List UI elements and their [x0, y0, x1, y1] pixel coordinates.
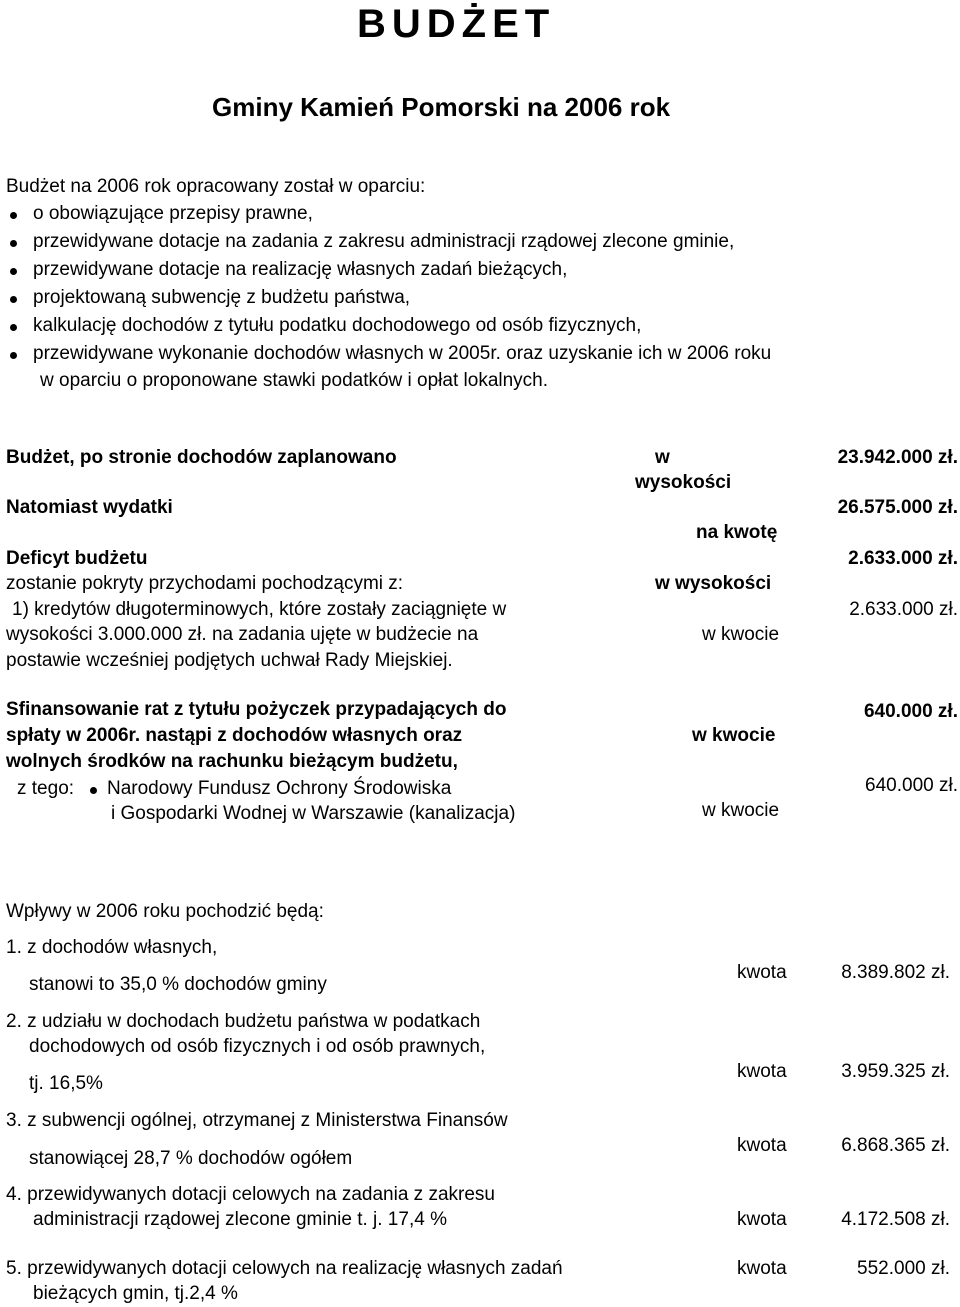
revenue-value: 4.172.508 zł. [841, 1209, 950, 1230]
deficit-label: Deficyt budżetu [6, 548, 148, 569]
revenue-value: 6.868.365 zł. [841, 1135, 950, 1156]
revenue-item-line: bieżących gmin, tj.2,4 % [33, 1283, 238, 1304]
fund-value: 640.000 zł. [865, 775, 958, 796]
credit-line-1: 1) kredytów długoterminowych, które zostały zaciągnięte w [12, 599, 507, 620]
intro-continuation: w oparciu o proponowane stawki podatków i opłat lokalnych. [40, 370, 549, 391]
bullet-icon [10, 296, 17, 303]
revenue-kwota-label: kwota [737, 1135, 787, 1156]
bullet-icon [10, 212, 17, 219]
revenue-value: 3.959.325 zł. [841, 1061, 950, 1082]
expense-mid: na kwotę [696, 522, 778, 543]
deficit-value: 2.633.000 zł. [848, 548, 958, 569]
revenue-item-line: 2. z udziału w dochodach budżetu państwa w podatkach [6, 1011, 481, 1032]
revenue-value: 8.389.802 zł. [841, 962, 950, 983]
repay-line-3: wolnych środków na rachunku bieżącym budżetu, [6, 751, 458, 772]
fund-line-1: Narodowy Fundusz Ochrony Środowiska [107, 778, 452, 799]
cover-label: zostanie pokryty przychodami pochodzącymi z: [6, 573, 404, 594]
income-mid-2: wysokości [635, 472, 732, 493]
revenue-kwota-label: kwota [737, 1258, 787, 1279]
revenue-item-line: dochodowych od osób fizycznych i od osób prawnych, [29, 1036, 486, 1057]
income-label: Budżet, po stronie dochodów zaplanowano [6, 447, 397, 468]
intro-item: o obowiązujące przepisy prawne, [33, 203, 313, 224]
revenue-item-line: 1. z dochodów własnych, [6, 937, 218, 958]
revenue-item-line: administracji rządowej zlecone gminie t. j. 17,4 % [33, 1209, 447, 1230]
revenue-value: 552.000 zł. [857, 1258, 950, 1279]
bullet-icon [90, 787, 97, 794]
fund-line-2: i Gospodarki Wodnej w Warszawie (kanalizacja) [111, 803, 516, 824]
fund-mid: w kwocie [702, 800, 780, 821]
bullet-icon [10, 324, 17, 331]
revenue-item-line: stanowi to 35,0 % dochodów gminy [29, 974, 327, 995]
income-mid: w [655, 447, 670, 468]
revenue-item-line: stanowiącej 28,7 % dochodów ogółem [29, 1148, 353, 1169]
revenue-kwota-label: kwota [737, 1209, 787, 1230]
intro-item: projektowaną subwencję z budżetu państwa, [33, 287, 411, 308]
intro-item: przewidywane dotacje na zadania z zakresu administracji rządowej zlecone gminie, [33, 231, 735, 252]
revenue-item-line: 4. przewidywanych dotacji celowych na zadania z zakresu [6, 1184, 495, 1205]
fund-prefix: z tego: [17, 778, 75, 799]
revenue-kwota-label: kwota [737, 1061, 787, 1082]
revenue-kwota-label: kwota [737, 962, 787, 983]
intro-lead: Budżet na 2006 rok opracowany został w oparciu: [6, 176, 426, 197]
credit-mid: w kwocie [702, 624, 780, 645]
cover-mid: w wysokości [655, 573, 772, 594]
repay-line-1: Sfinansowanie rat z tytułu pożyczek przypadających do [6, 699, 507, 720]
document-subtitle: Gminy Kamień Pomorski na 2006 rok [212, 92, 671, 122]
revenues-heading: Wpływy w 2006 roku pochodzić będą: [6, 901, 324, 922]
bullet-icon [10, 268, 17, 275]
credit-value: 2.633.000 zł. [849, 599, 958, 620]
expense-value: 26.575.000 zł. [837, 497, 958, 518]
document-title: BUDŻET [357, 2, 556, 46]
credit-line-3: postawie wcześniej podjętych uchwał Rady Miejskiej. [6, 650, 453, 671]
repay-line-2: spłaty w 2006r. nastąpi z dochodów własnych oraz [6, 725, 463, 746]
repay-mid: w kwocie [692, 725, 776, 746]
intro-item: kalkulację dochodów z tytułu podatku dochodowego od osób fizycznych, [33, 315, 642, 336]
income-value: 23.942.000 zł. [837, 447, 958, 468]
bullet-icon [10, 240, 17, 247]
repay-value: 640.000 zł. [863, 701, 958, 722]
revenue-item-line: 5. przewidywanych dotacji celowych na realizację własnych zadań [6, 1258, 563, 1279]
intro-item: przewidywane dotacje na realizację własnych zadań bieżących, [33, 259, 568, 280]
intro-item: przewidywane wykonanie dochodów własnych w 2005r. oraz uzyskanie ich w 2006 roku [33, 343, 772, 364]
revenue-item-line: tj. 16,5% [29, 1073, 103, 1094]
expense-label: Natomiast wydatki [6, 497, 173, 518]
credit-line-2: wysokości 3.000.000 zł. na zadania ujęte w budżecie na [6, 624, 479, 645]
bullet-icon [10, 352, 17, 359]
revenue-item-line: 3. z subwencji ogólnej, otrzymanej z Ministerstwa Finansów [6, 1110, 508, 1131]
